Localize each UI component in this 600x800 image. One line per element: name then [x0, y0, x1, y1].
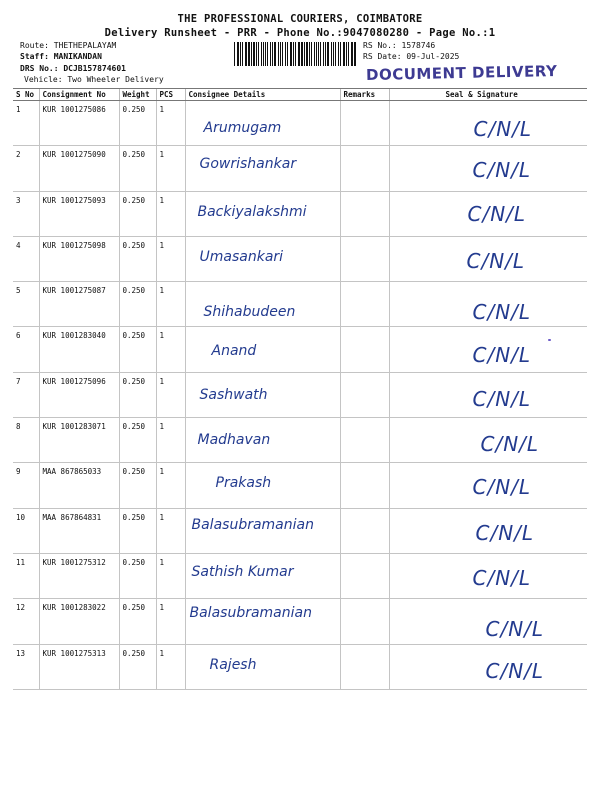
barcode-image	[233, 42, 357, 66]
barcode-bar	[267, 42, 268, 66]
column-header: Seal & Signature	[389, 89, 587, 101]
barcode-bar	[251, 42, 252, 66]
consignment-number-cell: MAA 867864831	[39, 508, 119, 553]
consignee-cell	[185, 644, 340, 689]
vehicle-label: Vehicle: Two Wheeler Delivery	[24, 75, 164, 84]
handwritten-consignee-name: Anand	[211, 343, 257, 360]
barcode-bar	[290, 42, 292, 66]
remarks-cell	[340, 553, 389, 598]
pieces-cell: 1	[156, 327, 185, 372]
runsheet-subtitle: Delivery Runsheet - PRR - Phone No.:9047080280 - Page No.:1	[104, 27, 496, 39]
seal-signature-cell	[389, 101, 587, 146]
consignee-cell	[185, 599, 340, 644]
weight-cell: 0.250	[119, 508, 156, 553]
remarks-cell	[340, 418, 389, 463]
table-row	[13, 236, 587, 281]
consignee-cell	[185, 508, 340, 553]
document-delivery-stamp: DOCUMENT DELIVERY	[365, 61, 558, 85]
table-row	[13, 191, 587, 236]
barcode-bar	[351, 42, 353, 66]
barcode-bar	[265, 42, 266, 66]
weight-cell: 0.250	[119, 146, 156, 191]
barcode-bar	[316, 42, 317, 66]
handwritten-consignee-name: Umasankari	[199, 248, 284, 265]
consignment-number-cell: MAA 867865033	[39, 463, 119, 508]
weight-cell: 0.250	[119, 236, 156, 281]
barcode-bar	[280, 42, 281, 66]
handwritten-consignee-name: Backiyalakshmi	[197, 203, 307, 220]
consignment-number-cell: KUR 1001283022	[39, 599, 119, 644]
seal-signature-cell	[389, 553, 587, 598]
ink-dot	[548, 339, 551, 341]
runsheet-table	[13, 88, 587, 690]
column-header: Remarks	[340, 89, 389, 101]
pieces-cell: 1	[156, 463, 185, 508]
table-row	[13, 553, 587, 598]
column-header: PCS	[156, 89, 185, 101]
consignee-cell	[185, 327, 340, 372]
weight-cell: 0.250	[119, 101, 156, 146]
pieces-cell: 1	[156, 553, 185, 598]
consignment-number-cell: KUR 1001275098	[39, 236, 119, 281]
barcode-bar	[343, 42, 345, 66]
seal-signature-cell	[389, 191, 587, 236]
consignment-number-cell: KUR 1001275093	[39, 191, 119, 236]
remarks-cell	[340, 236, 389, 281]
handwritten-signature: C/N/L	[475, 520, 535, 545]
weight-cell: 0.250	[119, 644, 156, 689]
barcode-bar	[256, 42, 257, 66]
barcode-bar	[318, 42, 319, 66]
consignee-cell	[185, 463, 340, 508]
weight-cell: 0.250	[119, 327, 156, 372]
barcode-bar	[331, 42, 332, 66]
consignment-number-cell: KUR 1001275312	[39, 553, 119, 598]
pieces-cell: 1	[156, 418, 185, 463]
barcode-bar	[338, 42, 339, 66]
barcode-bar	[234, 42, 235, 66]
handwritten-consignee-name: Prakash	[215, 475, 272, 492]
pieces-cell: 1	[156, 282, 185, 327]
consignment-number-cell: KUR 1001275086	[39, 101, 119, 146]
barcode-bar	[325, 42, 326, 66]
consignee-cell	[185, 282, 340, 327]
consignee-cell	[185, 146, 340, 191]
handwritten-signature: C/N/L	[472, 565, 532, 590]
company-title: THE PROFESSIONAL COURIERS, COIMBATORE	[177, 13, 423, 25]
barcode-bar	[278, 42, 279, 66]
barcode-bar	[282, 42, 283, 66]
barcode-bar	[309, 42, 310, 66]
barcode-bar	[298, 42, 300, 66]
barcode-bar	[285, 42, 286, 66]
table-row	[13, 508, 587, 553]
column-header: S No	[13, 89, 39, 101]
consignment-number-cell: KUR 1001275087	[39, 282, 119, 327]
column-header: Consignment No	[39, 89, 119, 101]
handwritten-signature: C/N/L	[472, 300, 532, 325]
serial-number-cell: 7	[13, 372, 39, 417]
barcode-bar	[263, 42, 264, 66]
table-row	[13, 372, 587, 417]
serial-number-cell: 8	[13, 418, 39, 463]
drs-number: DRS No.: DCJB157874601	[20, 64, 126, 73]
handwritten-signature: C/N/L	[466, 248, 526, 273]
table-header-row	[13, 89, 587, 101]
barcode-bar	[320, 42, 321, 66]
barcode-bar	[245, 42, 247, 66]
barcode-bar	[311, 42, 312, 66]
table-row	[13, 644, 587, 689]
seal-signature-cell	[389, 599, 587, 644]
consignee-cell	[185, 236, 340, 281]
barcode-bar	[237, 42, 239, 66]
handwritten-signature: C/N/L	[480, 432, 540, 457]
pieces-cell: 1	[156, 191, 185, 236]
serial-number-cell: 2	[13, 146, 39, 191]
remarks-cell	[340, 372, 389, 417]
serial-number-cell: 6	[13, 327, 39, 372]
consignee-cell	[185, 372, 340, 417]
barcode-bar	[242, 42, 243, 66]
handwritten-consignee-name: Madhavan	[197, 432, 271, 449]
rs-date: RS Date: 09-Jul-2025	[363, 52, 460, 61]
barcode-bar	[340, 42, 341, 66]
barcode-bar	[274, 42, 276, 66]
consignee-cell	[185, 418, 340, 463]
consignment-number-cell: KUR 1001275090	[39, 146, 119, 191]
barcode-bar	[287, 42, 288, 66]
barcode-bar	[240, 42, 241, 66]
handwritten-signature: C/N/L	[472, 475, 532, 500]
rs-number: RS No.: 1578746	[363, 41, 436, 50]
barcode-bar	[333, 42, 334, 66]
serial-number-cell: 10	[13, 508, 39, 553]
handwritten-signature: C/N/L	[485, 617, 545, 642]
barcode-bar	[301, 42, 303, 66]
table-row	[13, 327, 587, 372]
seal-signature-cell	[389, 508, 587, 553]
seal-signature-cell	[389, 644, 587, 689]
seal-signature-cell	[389, 282, 587, 327]
barcode-bar	[248, 42, 250, 66]
pieces-cell: 1	[156, 236, 185, 281]
table-row	[13, 282, 587, 327]
consignment-number-cell: KUR 1001283071	[39, 418, 119, 463]
serial-number-cell: 3	[13, 191, 39, 236]
serial-number-cell: 4	[13, 236, 39, 281]
barcode-bar	[272, 42, 273, 66]
handwritten-consignee-name: Rajesh	[209, 656, 257, 673]
weight-cell: 0.250	[119, 553, 156, 598]
barcode-bar	[253, 42, 255, 66]
weight-cell: 0.250	[119, 418, 156, 463]
weight-cell: 0.250	[119, 191, 156, 236]
handwritten-consignee-name: Sathish Kumar	[191, 563, 294, 580]
consignment-number-cell: KUR 1001283040	[39, 327, 119, 372]
barcode-bar	[304, 42, 305, 66]
handwritten-signature: C/N/L	[467, 201, 527, 226]
remarks-cell	[340, 463, 389, 508]
serial-number-cell: 1	[13, 101, 39, 146]
barcode-bar	[335, 42, 336, 66]
barcode-bar	[348, 42, 349, 66]
weight-cell: 0.250	[119, 282, 156, 327]
seal-signature-cell	[389, 327, 587, 372]
pieces-cell: 1	[156, 599, 185, 644]
pieces-cell: 1	[156, 372, 185, 417]
consignment-number-cell: KUR 1001275313	[39, 644, 119, 689]
remarks-cell	[340, 101, 389, 146]
remarks-cell	[340, 146, 389, 191]
consignee-cell	[185, 101, 340, 146]
barcode-bar	[327, 42, 329, 66]
weight-cell: 0.250	[119, 372, 156, 417]
route-label: Route: THETHEPALAYAM	[20, 41, 117, 50]
consignee-cell	[185, 191, 340, 236]
handwritten-signature: C/N/L	[472, 158, 532, 183]
seal-signature-cell	[389, 236, 587, 281]
handwritten-consignee-name: Gowrishankar	[199, 156, 297, 173]
barcode-bar	[306, 42, 308, 66]
serial-number-cell: 11	[13, 553, 39, 598]
table-row	[13, 463, 587, 508]
remarks-cell	[340, 599, 389, 644]
column-header: Weight	[119, 89, 156, 101]
barcode-bar	[295, 42, 296, 66]
handwritten-consignee-name: Balasubramanian	[189, 605, 312, 622]
seal-signature-cell	[389, 418, 587, 463]
barcode-bar	[293, 42, 294, 66]
serial-number-cell: 13	[13, 644, 39, 689]
seal-signature-cell	[389, 146, 587, 191]
consignee-cell	[185, 553, 340, 598]
seal-signature-cell	[389, 463, 587, 508]
remarks-cell	[340, 644, 389, 689]
table-row	[13, 101, 587, 146]
remarks-cell	[340, 191, 389, 236]
remarks-cell	[340, 508, 389, 553]
weight-cell: 0.250	[119, 599, 156, 644]
table-row	[13, 418, 587, 463]
serial-number-cell: 9	[13, 463, 39, 508]
consignment-number-cell: KUR 1001275096	[39, 372, 119, 417]
handwritten-consignee-name: Sashwath	[199, 386, 268, 403]
staff-label: Staff: MANIKANDAN	[20, 52, 102, 61]
table-row	[13, 146, 587, 191]
pieces-cell: 1	[156, 644, 185, 689]
seal-signature-cell	[389, 372, 587, 417]
column-header: Consignee Details	[185, 89, 340, 101]
table-row	[13, 599, 587, 644]
handwritten-signature: C/N/L	[472, 343, 532, 368]
barcode-bar	[346, 42, 347, 66]
pieces-cell: 1	[156, 146, 185, 191]
weight-cell: 0.250	[119, 463, 156, 508]
handwritten-consignee-name: Shihabudeen	[203, 304, 296, 321]
handwritten-consignee-name: Arumugam	[203, 120, 282, 136]
handwritten-signature: C/N/L	[485, 658, 545, 683]
barcode-bar	[261, 42, 262, 66]
pieces-cell: 1	[156, 101, 185, 146]
remarks-cell	[340, 282, 389, 327]
barcode-bar	[270, 42, 271, 66]
pieces-cell: 1	[156, 508, 185, 553]
remarks-cell	[340, 327, 389, 372]
barcode-bar	[258, 42, 259, 66]
handwritten-consignee-name: Balasubramanian	[191, 516, 314, 533]
serial-number-cell: 5	[13, 282, 39, 327]
handwritten-signature: C/N/L	[472, 386, 532, 411]
serial-number-cell: 12	[13, 599, 39, 644]
barcode-bar	[314, 42, 315, 66]
barcode-bar	[354, 42, 356, 66]
handwritten-signature: C/N/L	[473, 117, 533, 141]
barcode-bar	[323, 42, 324, 66]
